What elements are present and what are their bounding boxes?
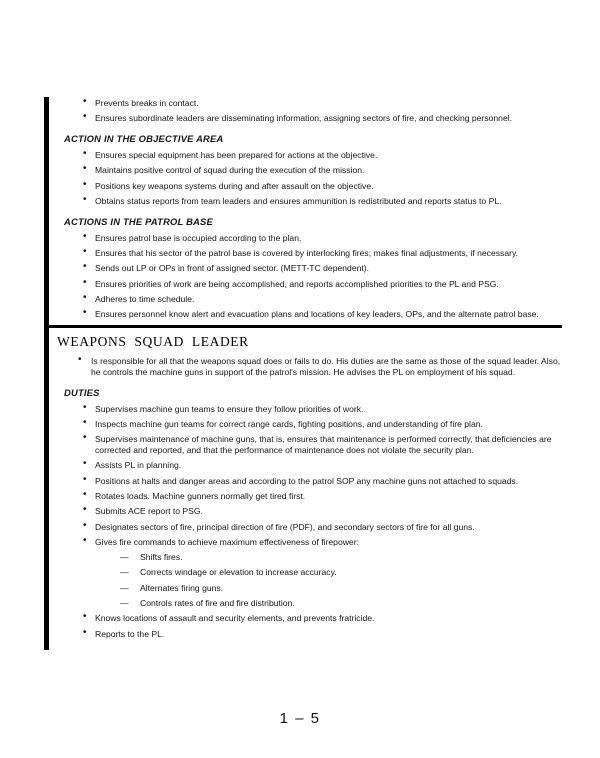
list-item: • Positions at halts and danger areas and according to the patrol SOP any machine guns not attached to squads. — [49, 476, 562, 487]
list-item: • Ensures patrol base is occupied according to the plan. — [49, 233, 562, 244]
list-item: • Inspects machine gun teams for correct range cards, fighting positions, and understanding of fire plan. — [49, 419, 562, 430]
sub-list-item: — Corrects windage or elevation to increase accuracy. — [49, 567, 562, 578]
list-item: • Ensures that his sector of the patrol base is covered by interlocking fires; makes final adjustments, if necessary. — [49, 248, 562, 259]
list-item: • Gives fire commands to achieve maximum effectiveness of firepower: — [49, 537, 562, 548]
page-number: 1 – 5 — [279, 710, 321, 727]
section-heading-duties: DUTIES — [64, 386, 100, 398]
list-item: • Ensures subordinate leaders are disseminating information, assigning sectors of fire, and checking personnel. — [49, 113, 562, 124]
list-item: • Designates sectors of fire, principal direction of fire (PDF), and secondary sectors of fire for all guns. — [49, 522, 562, 533]
list-item: • Submits ACE report to PSG. — [49, 506, 562, 517]
section-divider — [49, 325, 562, 328]
list-item: • Supervises machine gun teams to ensure they follow priorities of work. — [49, 404, 562, 415]
list-item: • Ensures priorities of work are being accomplished, and reports accomplished priorities to the PL and PSG. — [49, 279, 562, 290]
list-item: • Rotates loads. Machine gunners normally get tired first. — [49, 491, 562, 502]
list-item: • Prevents breaks in contact. — [49, 98, 562, 109]
sub-list-item: — Controls rates of fire and fire distribution. — [49, 598, 562, 609]
manual-content — [44, 97, 566, 650]
list-item: • Supervises maintenance of machine guns, that is, ensures that maintenance is performed correctly, that deficiencies are corrected and reported, and that the performance of maintenance does not violate the security plan. — [49, 434, 562, 456]
section-heading-objective-area: ACTION IN THE OBJECTIVE AREA — [64, 133, 224, 145]
list-item: • Ensures personnel know alert and evacuation plans and locations of key leaders, OPs, and the alternate patrol base. — [49, 309, 562, 320]
section-title-weapons-squad-leader: WEAPONS SQUAD LEADER — [57, 334, 249, 350]
section-heading-patrol-base: ACTIONS IN THE PATROL BASE — [64, 215, 213, 227]
list-item: • Ensures special equipment has been prepared for actions at the objective. — [49, 150, 562, 161]
list-item: • Maintains positive control of squad during the execution of the mission. — [49, 165, 562, 176]
list-item: • Obtains status reports from team leaders and ensures ammunition is redistributed and reports status to PL. — [49, 196, 562, 207]
list-item: • Sends out LP or OPs in front of assigned sector. (METT-TC dependent). — [49, 263, 562, 274]
sub-list-item: — Shifts fires. — [49, 552, 562, 563]
list-item: • Reports to the PL. — [49, 629, 562, 640]
list-item: • Is responsible for all that the weapons squad does or fails to do. His duties are the same as those of the squad leader. Also, he controls the machine guns in support of the patrol's mission. He advises the PL on employment of his squad. — [49, 356, 562, 378]
list-item: • Assists PL in planning. — [49, 460, 562, 471]
list-item: • Knows locations of assault and security elements, and prevents fratricide. — [49, 613, 562, 624]
list-item: • Adheres to time schedule. — [49, 294, 562, 305]
list-item: • Positions key weapons systems during and after assault on the objective. — [49, 181, 562, 192]
sub-list-item: — Alternates firing guns. — [49, 583, 562, 594]
